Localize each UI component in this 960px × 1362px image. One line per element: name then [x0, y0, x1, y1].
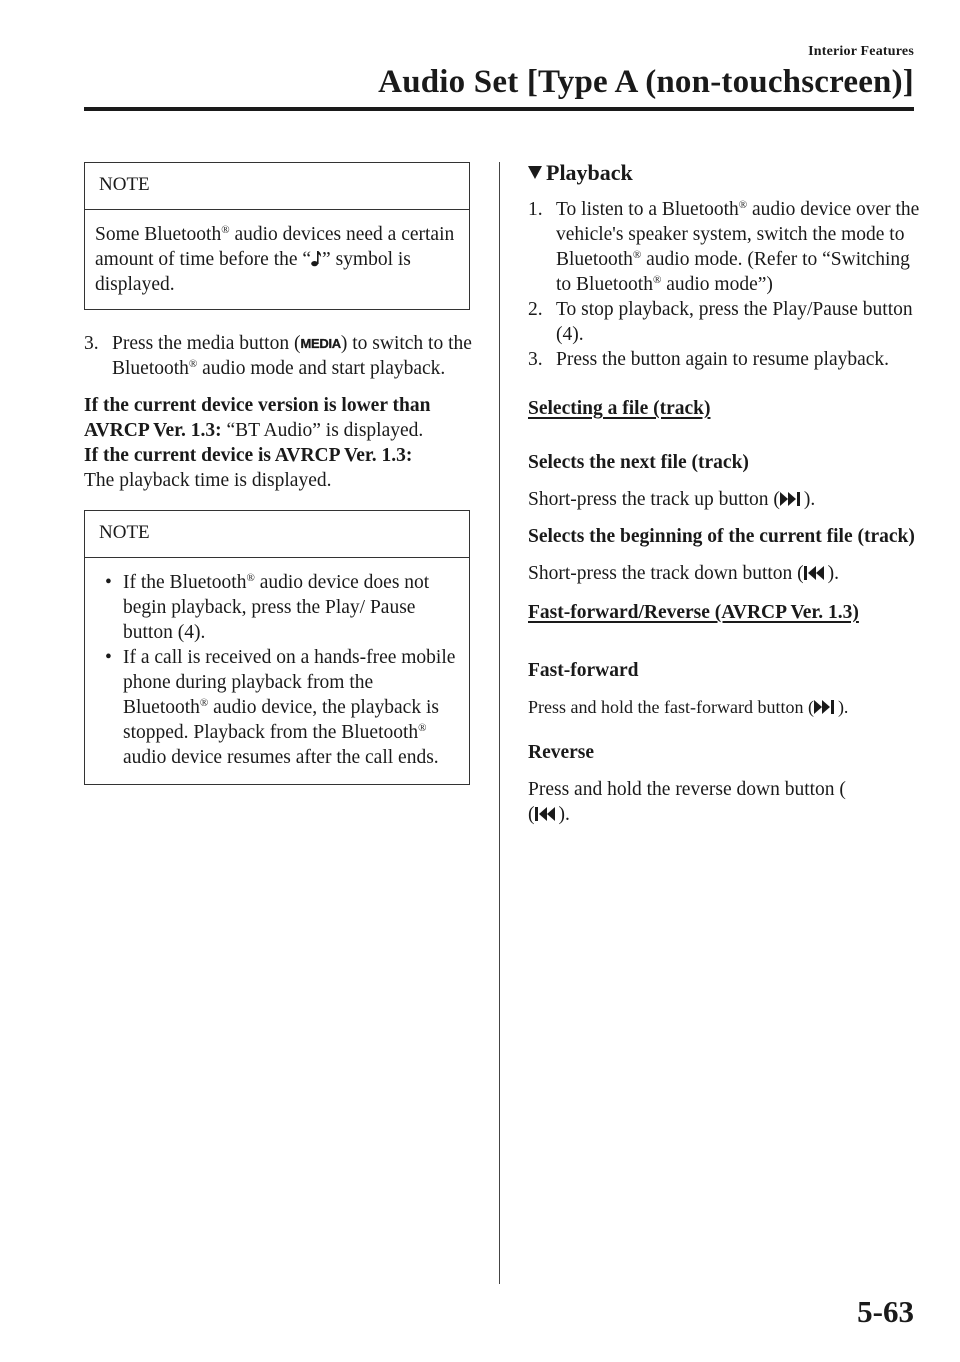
media-button-icon: MEDIA	[300, 336, 341, 351]
note-body	[85, 210, 469, 309]
subheading: Selects the beginning of the current file (track)	[528, 526, 915, 547]
triangle-bullet-icon	[528, 166, 542, 179]
section-name: Interior Features	[808, 44, 914, 59]
step-list-left	[84, 331, 472, 381]
music-note-icon	[311, 250, 322, 267]
instruction: Press and hold the reverse down button ( ( ).	[528, 779, 846, 825]
step-list-right	[528, 197, 928, 372]
page-title: Audio Set [Type A (non-touchscreen)]	[378, 64, 914, 100]
list-item: • If a call is received on a hands-free mobile phone during playback from the Bluetooth® audio device, the playback is stopped. Playback from the Bluetooth® audio device resumes after the call ends.	[105, 647, 456, 768]
track-down-icon	[804, 566, 828, 580]
subsection-heading: Selecting a file (track)	[528, 398, 711, 419]
page-number: 5-63	[857, 1294, 914, 1329]
list-item: 1. To listen to a Bluetooth® audio device over the vehicle's speaker system, switch the mode to Bluetooth® audio mode. (Refer to “Switching to Bluetooth® audio mode”)	[528, 199, 920, 295]
column-divider	[499, 162, 500, 1284]
note-body	[85, 558, 469, 784]
note-text: Some Bluetooth® audio devices need a certain amount of time before the “ ” symbol is displayed.	[95, 224, 455, 295]
playback-heading: Playback	[528, 160, 928, 185]
left-column	[84, 162, 472, 785]
note-box-1	[84, 162, 470, 310]
instruction: Short-press the track up button ( ).	[528, 489, 816, 510]
track-up-icon	[780, 492, 804, 506]
header-rule	[84, 107, 914, 111]
list-item: 3. Press the media button (MEDIA) to switch to the Bluetooth® audio mode and start playback.	[84, 333, 472, 379]
subheading: Fast-forward	[528, 660, 639, 681]
subsection-heading: Fast-forward/Reverse (AVRCP Ver. 1.3)	[528, 602, 859, 623]
instruction: Press and hold the fast-forward button ( ).	[528, 697, 849, 717]
page-header	[378, 44, 914, 101]
subheading: Reverse	[528, 742, 595, 763]
condition-equal: If the current device is AVRCP Ver. 1.3: The playback time is displayed.	[84, 445, 413, 491]
note-label: NOTE	[85, 511, 469, 558]
note-box-2	[84, 510, 470, 785]
subheading: Selects the next file (track)	[528, 452, 749, 473]
list-item: 3. Press the button again to resume playback.	[528, 349, 890, 370]
right-column	[528, 160, 928, 827]
condition-lower: If the current device version is lower than AVRCP Ver. 1.3: “BT Audio” is displayed.	[84, 395, 431, 441]
fast-forward-icon	[814, 700, 838, 714]
list-item: • If the Bluetooth® audio device does not begin playback, press the Play/ Pause button (4).	[105, 572, 430, 643]
reverse-icon	[535, 807, 559, 821]
note-bullets	[95, 570, 459, 770]
list-item: 2. To stop playback, press the Play/Pause button (4).	[528, 299, 913, 345]
note-label: NOTE	[85, 163, 469, 210]
instruction: Short-press the track down button ( ).	[528, 563, 840, 584]
